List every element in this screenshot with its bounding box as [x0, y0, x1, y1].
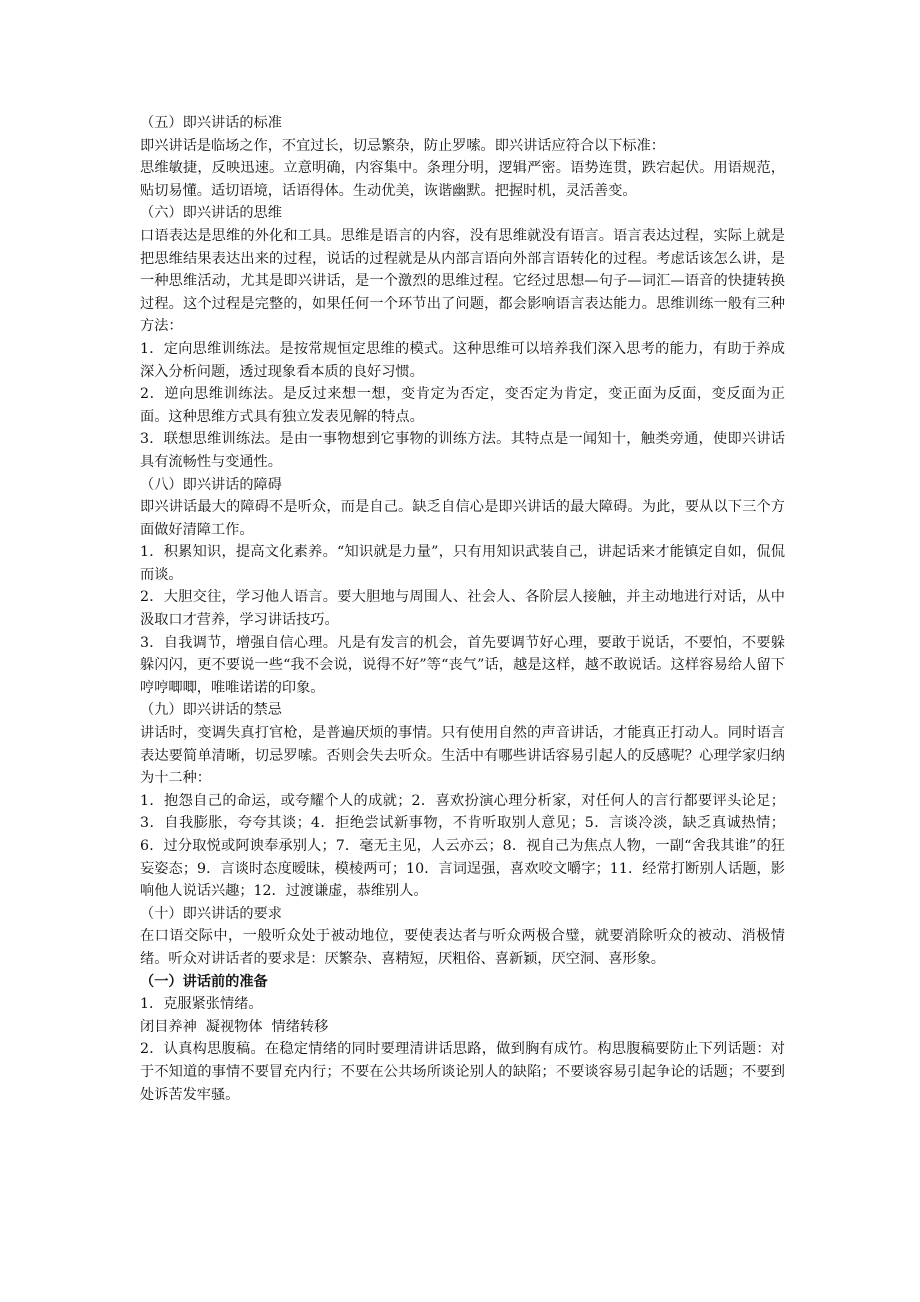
list-item: 3．联想思维训练法。是由一事物想到它事物的训练方法。其特点是一闻知十，触类旁通，使即兴讲话具有流畅性与变通性。 — [140, 431, 785, 470]
paragraph: 即兴讲话最大的障碍不是听众，而是自己。缺乏自信心是即兴讲话的最大障碍。为此，要从以下三个方面做好清障工作。 — [140, 499, 785, 538]
list-item: 1．克服紧张情绪。 — [140, 996, 263, 1013]
paragraph: 即兴讲话是临场之作，不宜过长，切忌繁杂，防止罗嗦。即兴讲话应符合以下标准： — [140, 137, 665, 154]
list-item: 2．大胆交往，学习他人语言。要大胆地与周围人、社会人、各阶层人接触，并主动地进行对话，从中汲取口才营养，学习讲话技巧。 — [140, 589, 785, 629]
section-heading-6: （六）即兴讲话的思维 — [140, 205, 282, 222]
paragraph: 讲话时，变调失真打官枪，是普遍厌烦的事情。只有使用自然的声音讲话，才能真正打动人。同时语言表达要简单清晰，切忌罗嗦。否则会失去听众。生活中有哪些讲话容易引起人的反感呢？心理学家归纳为十二种： — [140, 725, 785, 787]
paragraph: 口语表达是思维的外化和工具。思维是语言的内容，没有思维就没有语言。语言表达过程，实际上就是把思维结果表达出来的过程，说话的过程就是从内部言语向外部言语转化的过程。考虑话该怎么讲，是一种思维活动，尤其是即兴讲话，是一个激烈的思维过程。它经过思想—句子—词汇—语音的快捷转换过程。这个过程是完整的，如果任何一个环节出了问题，都会影响语言表达能力。思维训练一般有三种方法： — [140, 227, 785, 335]
list-item: 2．认真构思腹稿。在稳定情绪的同时要理清讲话思路，做到胸有成竹。构思腹稿要防止下列话题：对于不知道的事情不要冒充内行；不要在公共场所谈论别人的缺陷；不要谈容易引起争论的话题；不要到处诉苦发牢骚。 — [140, 1041, 785, 1103]
section-heading-8: （八）即兴讲话的障碍 — [140, 476, 282, 493]
list-item: 2．逆向思维训练法。是反过来想一想，变肯定为否定，变否定为肯定，变正面为反面，变反面为正面。这种思维方式具有独立发表见解的特点。 — [140, 386, 785, 425]
document-page — [140, 112, 785, 1106]
paragraph: 思维敏捷，反映迅速。立意明确，内容集中。条理分明，逻辑严密。语势连贯，跌宕起伏。用语规范，贴切易懂。适切语境，话语得体。生动优美，诙谐幽默。把握时机，灵活善变。 — [140, 160, 785, 199]
section-heading-10: （十）即兴讲话的要求 — [140, 905, 282, 922]
paragraph: 1．抱怨自己的命运，或夸耀个人的成就；2．喜欢扮演心理分析家，对任何人的言行都要评头论足；3．自我膨胀，夸夸其谈；4．拒绝尝试新事物，不肯听取别人意见；5．言谈冷淡，缺乏真诚热情；6．过分取悦或阿谀奉承别人；7．毫无主见，人云亦云；8．视自己为焦点人物，一副“舍我其谁”的狂妄姿态；9．言谈时态度暧昧，模棱两可；10．言词逞强，喜欢咬文嚼字；11．经常打断别人话题，影响他人说话兴趣；12．过渡谦虚，恭维别人。 — [140, 792, 785, 900]
section-heading-5: （五）即兴讲话的标准 — [140, 115, 282, 131]
section-heading-9: （九）即兴讲话的禁忌 — [140, 702, 282, 719]
list-item: 3．自我调节，增强自信心理。凡是有发言的机会，首先要调节好心理，要敢于说话，不要怕，不要躲躲闪闪，更不要说一些“我不会说，说得不好”等“丧气”话，越是这样，越不敢说话。这样容易给人留下哼哼唧唧，唯唯诺诺的印象。 — [140, 634, 785, 696]
section-heading-preparation: （一）讲话前的准备 — [140, 973, 268, 990]
list-item: 1．积累知识，提高文化素养。“知识就是力量”，只有用知识武装自己，讲起话来才能镇定自如，侃侃而谈。 — [140, 544, 785, 583]
paragraph: 闭目养神 凝视物体 情绪转移 — [140, 1018, 329, 1035]
list-item: 1．定向思维训练法。是按常规恒定思维的模式。这种思维可以培养我们深入思考的能力，有助于养成深入分析问题，透过现象看本质的良好习惯。 — [140, 340, 785, 380]
paragraph: 在口语交际中，一般听众处于被动地位，要使表达者与听众两极合璧，就要消除听众的被动、消极情绪。听众对讲话者的要求是：厌繁杂、喜精短，厌粗俗、喜新颖，厌空洞、喜形象。 — [140, 928, 785, 967]
